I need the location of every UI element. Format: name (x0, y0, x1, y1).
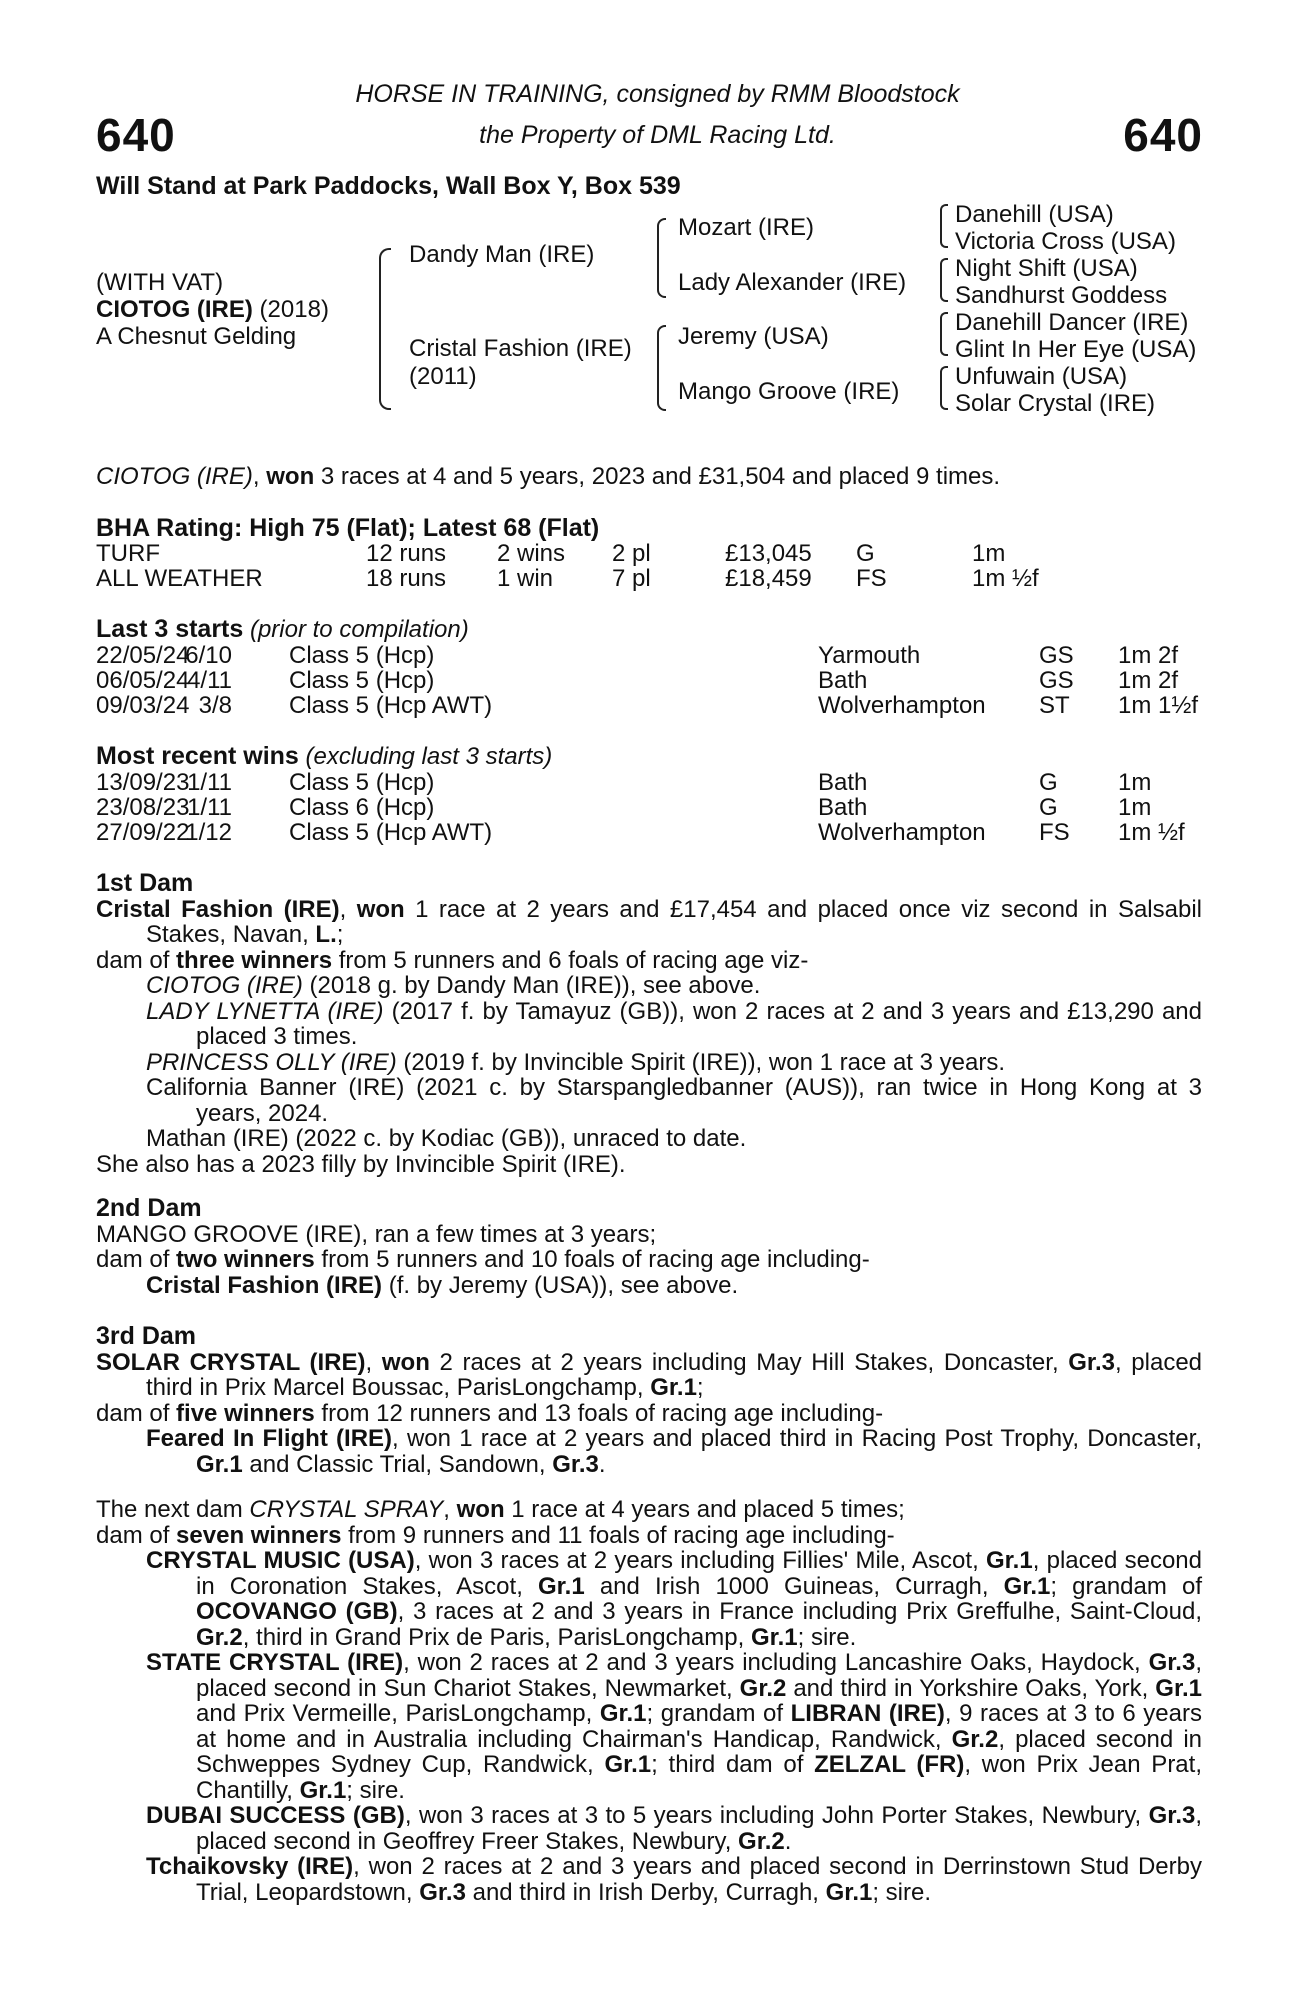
won-label: won (456, 1496, 505, 1523)
grade: Gr.1 (1003, 1572, 1051, 1600)
recent-cell: 1/11 (187, 769, 232, 796)
last3-cell: 4/11 (187, 667, 232, 694)
produce-california-banner: California Banner (IRE) (2021 c. by Starspangledbanner (AUS)), ran twice in Hong Kong at 3 years, 2024. (146, 1074, 1202, 1127)
t: and Classic Trial, Sandown, (242, 1450, 553, 1478)
t: dam of (96, 1399, 177, 1427)
pedigree-sds: Night Shift (USA) (955, 255, 1138, 282)
first-dam-name: Cristal Fashion (IRE) (96, 895, 340, 923)
third-dam-section (96, 1324, 1202, 1477)
recent-cell: Class 5 (Hcp) (289, 769, 435, 796)
summary-name: CIOTOG (IRE) (96, 463, 253, 490)
t: and Irish 1000 Guineas, Curragh, (584, 1572, 1004, 1600)
grade: Gr.2 (739, 1674, 787, 1702)
pedigree-sire-dam: Lady Alexander (IRE) (678, 269, 907, 296)
last3-title: Last 3 starts (96, 615, 244, 643)
t: and Prix Vermeille, ParisLongchamp, (196, 1700, 600, 1727)
pedigree-dam-dam: Mango Groove (IRE) (678, 378, 900, 405)
t: ; (696, 1374, 704, 1401)
grade: Gr.3 (1148, 1802, 1196, 1829)
third-dam-produce-summary (96, 1401, 1202, 1427)
last3-cell: 06/05/24 (96, 667, 190, 694)
recent-title: Most recent wins (96, 742, 299, 770)
next-dam-name: CRYSTAL SPRAY (249, 1496, 444, 1523)
first-dam-record (96, 897, 1202, 948)
last3-cell: 1m 1½f (1118, 692, 1199, 719)
rating-cell: ALL WEATHER (96, 565, 263, 592)
rating-cell: £13,045 (725, 540, 812, 567)
first-dam-section (96, 871, 1202, 1177)
pedigree-sire: Dandy Man (IRE) (409, 241, 595, 268)
rating-cell: £18,459 (725, 565, 812, 592)
winners-count: two winners (176, 1246, 315, 1273)
last3-heading (96, 616, 469, 643)
t: , (365, 1348, 382, 1376)
last3-cell: 6/10 (185, 642, 232, 669)
last3-cell: GS (1039, 667, 1074, 694)
property-line: the Property of DML Racing Ltd. (479, 121, 836, 149)
recent-cell: Bath (818, 794, 868, 821)
brace-g1 (940, 204, 948, 248)
t: from 5 runners and 10 foals of racing age including- (314, 1246, 870, 1273)
produce-crystal-music (146, 1548, 1202, 1650)
summary-won: won (266, 463, 315, 490)
grade: Gr.2 (196, 1623, 243, 1651)
stand-location: Will Stand at Park Paddocks, Wall Box Y, Box 539 (96, 172, 681, 200)
grade: Gr.1 (196, 1450, 243, 1478)
rating-cell: 2 wins (497, 540, 566, 567)
third-dam-title: 3rd Dam (96, 1322, 197, 1350)
t: ; sire. (797, 1623, 857, 1651)
produce-name: CRYSTAL MUSIC (USA) (146, 1547, 415, 1574)
produce-name: Tchaikovsky (IRE) (146, 1853, 354, 1880)
bha-rating-title: BHA Rating: High 75 (Flat); Latest 68 (Flat) (96, 514, 600, 542)
lot-number-right: 640 (1123, 109, 1203, 161)
produce-name: DUBAI SUCCESS (GB) (146, 1802, 405, 1829)
produce-name: LADY LYNETTA (IRE) (146, 997, 384, 1025)
last3-cell: ST (1039, 692, 1070, 719)
lot-number-left: 640 (96, 109, 176, 161)
produce-name: ZELZAL (FR) (814, 1751, 965, 1778)
produce-name: PRINCESS OLLY (IRE) (146, 1048, 397, 1076)
recent-note: (excluding last 3 starts) (298, 743, 553, 770)
won-label: won (356, 895, 405, 923)
winners-count: seven winners (176, 1521, 342, 1549)
grade: Gr.2 (738, 1827, 785, 1855)
pedigree-dds: Unfuwain (USA) (955, 363, 1128, 390)
grade: Gr.1 (825, 1878, 873, 1906)
recent-cell: 1m ½f (1118, 819, 1185, 846)
t: 1 race at 4 years and placed 5 times; (504, 1496, 905, 1523)
produce-princess-olly (146, 1050, 1202, 1076)
produce-name: CIOTOG (IRE) (146, 972, 303, 999)
pedigree-dam-sire: Jeremy (USA) (678, 323, 829, 350)
t: , (339, 895, 357, 923)
rating-cell: 1m (972, 540, 1006, 567)
grade: Gr.1 (650, 1374, 697, 1401)
recent-cell: Class 6 (Hcp) (289, 794, 435, 821)
pedigree-dss: Danehill Dancer (IRE) (955, 309, 1189, 336)
winners-count: three winners (176, 946, 333, 974)
horse-year: (2018) (252, 296, 329, 323)
listed-label: L. (315, 921, 337, 948)
recent-cell: 27/09/22 (96, 819, 190, 846)
next-dam-produce-summary (96, 1523, 1202, 1549)
won-label: won (381, 1348, 430, 1376)
t: , won 2 races at 2 and 3 years and placed second in Derrinstown Stud Derby Trial, Leopardstown, (196, 1853, 1202, 1906)
grade: Gr.1 (604, 1751, 652, 1778)
t: , placed second in Schweppes Sydney Cup, Randwick, (196, 1725, 1203, 1778)
summary-sep: , (252, 463, 267, 490)
last3-cell: Class 5 (Hcp) (289, 642, 435, 669)
produce-lady-lynetta (146, 999, 1202, 1050)
t: (f. by Jeremy (USA)), see above. (382, 1271, 739, 1299)
t: . (598, 1450, 606, 1478)
t: (2018 g. by Dandy Man (IRE)), see above. (302, 972, 761, 999)
second-dam-produce-summary (96, 1247, 1202, 1273)
last3-cell: Yarmouth (818, 642, 921, 669)
produce-name: STATE CRYSTAL (IRE) (146, 1649, 404, 1676)
produce-state-crystal (146, 1650, 1202, 1803)
grade: Gr.1 (1155, 1674, 1202, 1702)
last3-cell: GS (1039, 642, 1074, 669)
recent-cell: 1m (1118, 794, 1152, 821)
second-dam-record: MANGO GROOVE (IRE), ran a few times at 3 years; (96, 1220, 657, 1248)
race-summary (96, 464, 1000, 490)
horse-name: CIOTOG (IRE) (96, 296, 253, 323)
pedigree-sire-sire: Mozart (IRE) (678, 214, 815, 241)
t: , won 1 race at 2 years and placed third in Racing Post Trophy, Doncaster, (392, 1425, 1202, 1452)
t: , placed second in Sun Chariot Stakes, Newmarket, (196, 1649, 1202, 1702)
t: , placed second in Geoffrey Freer Stakes, Newbury, (196, 1802, 1203, 1855)
t: 2 races at 2 years including May Hill Stakes, Doncaster, (429, 1348, 1069, 1376)
recent-cell: G (1039, 769, 1058, 796)
t: from 12 runners and 13 foals of racing age including- (314, 1399, 884, 1427)
last3-cell: Bath (818, 667, 868, 694)
produce-name: OCOVANGO (GB) (196, 1598, 398, 1625)
t: , 9 races at 3 to 6 years at home and in Australia including Chairman's Handicap, Randwick, (196, 1700, 1202, 1753)
t: dam of (96, 1521, 177, 1549)
t: , placed second in Coronation Stakes, Ascot, (196, 1547, 1202, 1600)
consignor-line: HORSE IN TRAINING, consigned by RMM Bloodstock (355, 80, 960, 108)
t: ; grandam of (1050, 1572, 1203, 1600)
pedigree-dam: Cristal Fashion (IRE) (409, 335, 632, 362)
last3-cell: 1m 2f (1118, 667, 1179, 694)
t: and third in Irish Derby, Curragh, (465, 1878, 826, 1906)
recent-cell: FS (1039, 819, 1070, 846)
brace-g4 (940, 366, 948, 410)
last3-cell: Class 5 (Hcp) (289, 667, 435, 694)
recent-heading (96, 743, 552, 770)
rating-cell: 12 runs (366, 540, 447, 567)
third-dam-name: SOLAR CRYSTAL (IRE) (96, 1348, 366, 1376)
produce-name: LIBRAN (IRE) (790, 1700, 945, 1727)
t: dam of (96, 1246, 177, 1273)
grade: Gr.3 (419, 1878, 466, 1906)
rating-cell: TURF (96, 540, 160, 567)
recent-cell: 23/08/23 (96, 794, 190, 821)
rating-cell: 1 win (497, 565, 554, 592)
first-dam-produce-summary (96, 948, 1202, 974)
t: dam of (96, 946, 177, 974)
brace-g3 (940, 312, 948, 356)
last3-cell: 09/03/24 (96, 692, 190, 719)
last3-cell: 22/05/24 (96, 642, 190, 669)
t: 1 race at 2 years and £17,454 and placed once viz second in Salsabil Stakes, Navan, (146, 895, 1202, 948)
recent-cell: 1/11 (187, 794, 232, 821)
produce-tchaikovsky (146, 1854, 1202, 1905)
t: , won 3 races at 3 to 5 years including John Porter Stakes, Newbury, (404, 1802, 1149, 1829)
pedigree-dsd: Glint In Her Eye (USA) (955, 336, 1197, 363)
grade: Gr.2 (951, 1725, 999, 1753)
pedigree-ddd: Solar Crystal (IRE) (955, 390, 1156, 417)
horse-name-line (96, 297, 329, 323)
grade: Gr.1 (299, 1776, 347, 1804)
rating-cell: 2 pl (612, 540, 651, 567)
t: , (443, 1496, 457, 1523)
grade: Gr.1 (750, 1623, 798, 1651)
produce-name: Cristal Fashion (IRE) (146, 1271, 383, 1299)
second-dam-produce (146, 1273, 1202, 1299)
grade: Gr.3 (1068, 1348, 1115, 1376)
rating-cell: 18 runs (366, 565, 447, 592)
pedigree-sdd: Sandhurst Goddess (955, 282, 1168, 309)
produce-mathan: Mathan (IRE) (2022 c. by Kodiac (GB)), unraced to date. (146, 1125, 747, 1152)
pedigree-brace-dam (657, 325, 666, 411)
produce-feared-in-flight (146, 1426, 1202, 1477)
t: from 5 runners and 6 foals of racing age viz- (332, 946, 809, 974)
t: ; third dam of (651, 1751, 815, 1778)
recent-cell: Bath (818, 769, 868, 796)
last3-cell: 1m 2f (1118, 642, 1179, 669)
rating-cell: G (856, 540, 875, 567)
third-dam-record (96, 1350, 1202, 1401)
t: , placed third in Prix Marcel Boussac, ParisLongchamp, (146, 1348, 1203, 1401)
brace-g2 (940, 258, 948, 302)
last3-cell: Class 5 (Hcp AWT) (289, 692, 493, 719)
last3-note: (prior to compilation) (243, 616, 469, 643)
recent-cell: 1/12 (185, 819, 232, 846)
t: ; (336, 921, 344, 948)
t: ; grandam of (646, 1700, 791, 1727)
pedigree-brace-sire (657, 218, 666, 298)
grade: Gr.1 (599, 1700, 647, 1727)
pedigree-ssd: Victoria Cross (USA) (955, 228, 1176, 255)
produce-name: Feared In Flight (IRE) (146, 1425, 393, 1452)
t: , won 3 races at 2 years including Fillies' Mile, Ascot, (414, 1547, 986, 1574)
grade: Gr.3 (552, 1450, 599, 1478)
t: ; sire. (346, 1776, 405, 1804)
t: ; sire. (872, 1878, 932, 1906)
pedigree-brace-main (379, 248, 391, 410)
t: , 3 races at 2 and 3 years in France including Prix Greffulhe, Saint-Cloud, (397, 1598, 1203, 1625)
vat-note: (WITH VAT) (96, 269, 224, 296)
pedigree-dam-year: (2011) (409, 363, 477, 390)
horse-description: A Chesnut Gelding (96, 323, 297, 350)
next-dam-record (96, 1497, 1202, 1523)
produce-ciotog (146, 973, 1202, 999)
t: , won Prix Jean Prat, Chantilly, (196, 1751, 1202, 1804)
t: The next dam (96, 1496, 250, 1523)
t: , won 2 races at 2 and 3 years including Lancashire Oaks, Haydock, (403, 1649, 1149, 1676)
second-dam-section (96, 1196, 1202, 1298)
second-dam-title: 2nd Dam (96, 1194, 202, 1222)
rating-cell: 1m ½f (972, 565, 1039, 592)
recent-cell: 13/09/23 (96, 769, 190, 796)
rating-cell: 7 pl (612, 565, 651, 592)
recent-cell: Wolverhampton (818, 819, 986, 846)
recent-cell: Class 5 (Hcp AWT) (289, 819, 493, 846)
rating-cell: FS (856, 565, 887, 592)
last3-cell: Wolverhampton (818, 692, 986, 719)
grade: Gr.1 (538, 1572, 585, 1600)
t: and third in Yorkshire Oaks, York, (786, 1674, 1156, 1702)
grade: Gr.1 (986, 1547, 1033, 1574)
recent-cell: G (1039, 794, 1058, 821)
pedigree-sss: Danehill (USA) (955, 201, 1114, 228)
t: , third in Grand Prix de Paris, ParisLongchamp, (242, 1623, 751, 1651)
produce-dubai-success (146, 1803, 1202, 1854)
recent-cell: 1m (1118, 769, 1152, 796)
last3-cell: 3/8 (198, 692, 232, 719)
winners-count: five winners (176, 1399, 315, 1427)
t: . (784, 1827, 792, 1855)
next-dam-section (96, 1497, 1202, 1905)
t: from 9 runners and 11 foals of racing age including- (341, 1521, 895, 1549)
first-dam-title: 1st Dam (96, 869, 194, 897)
grade: Gr.3 (1148, 1649, 1196, 1676)
first-dam-note: She also has a 2023 filly by Invincible Spirit (IRE). (96, 1150, 626, 1178)
t: (2017 f. by Tamayuz (GB)), won 2 races at 2 and 3 years and £13,290 and placed 3 times. (196, 997, 1202, 1050)
summary-rest: 3 races at 4 and 5 years, 2023 and £31,504 and placed 9 times. (314, 463, 1001, 490)
t: (2019 f. by Invincible Spirit (IRE)), won 1 race at 3 years. (396, 1048, 1006, 1076)
